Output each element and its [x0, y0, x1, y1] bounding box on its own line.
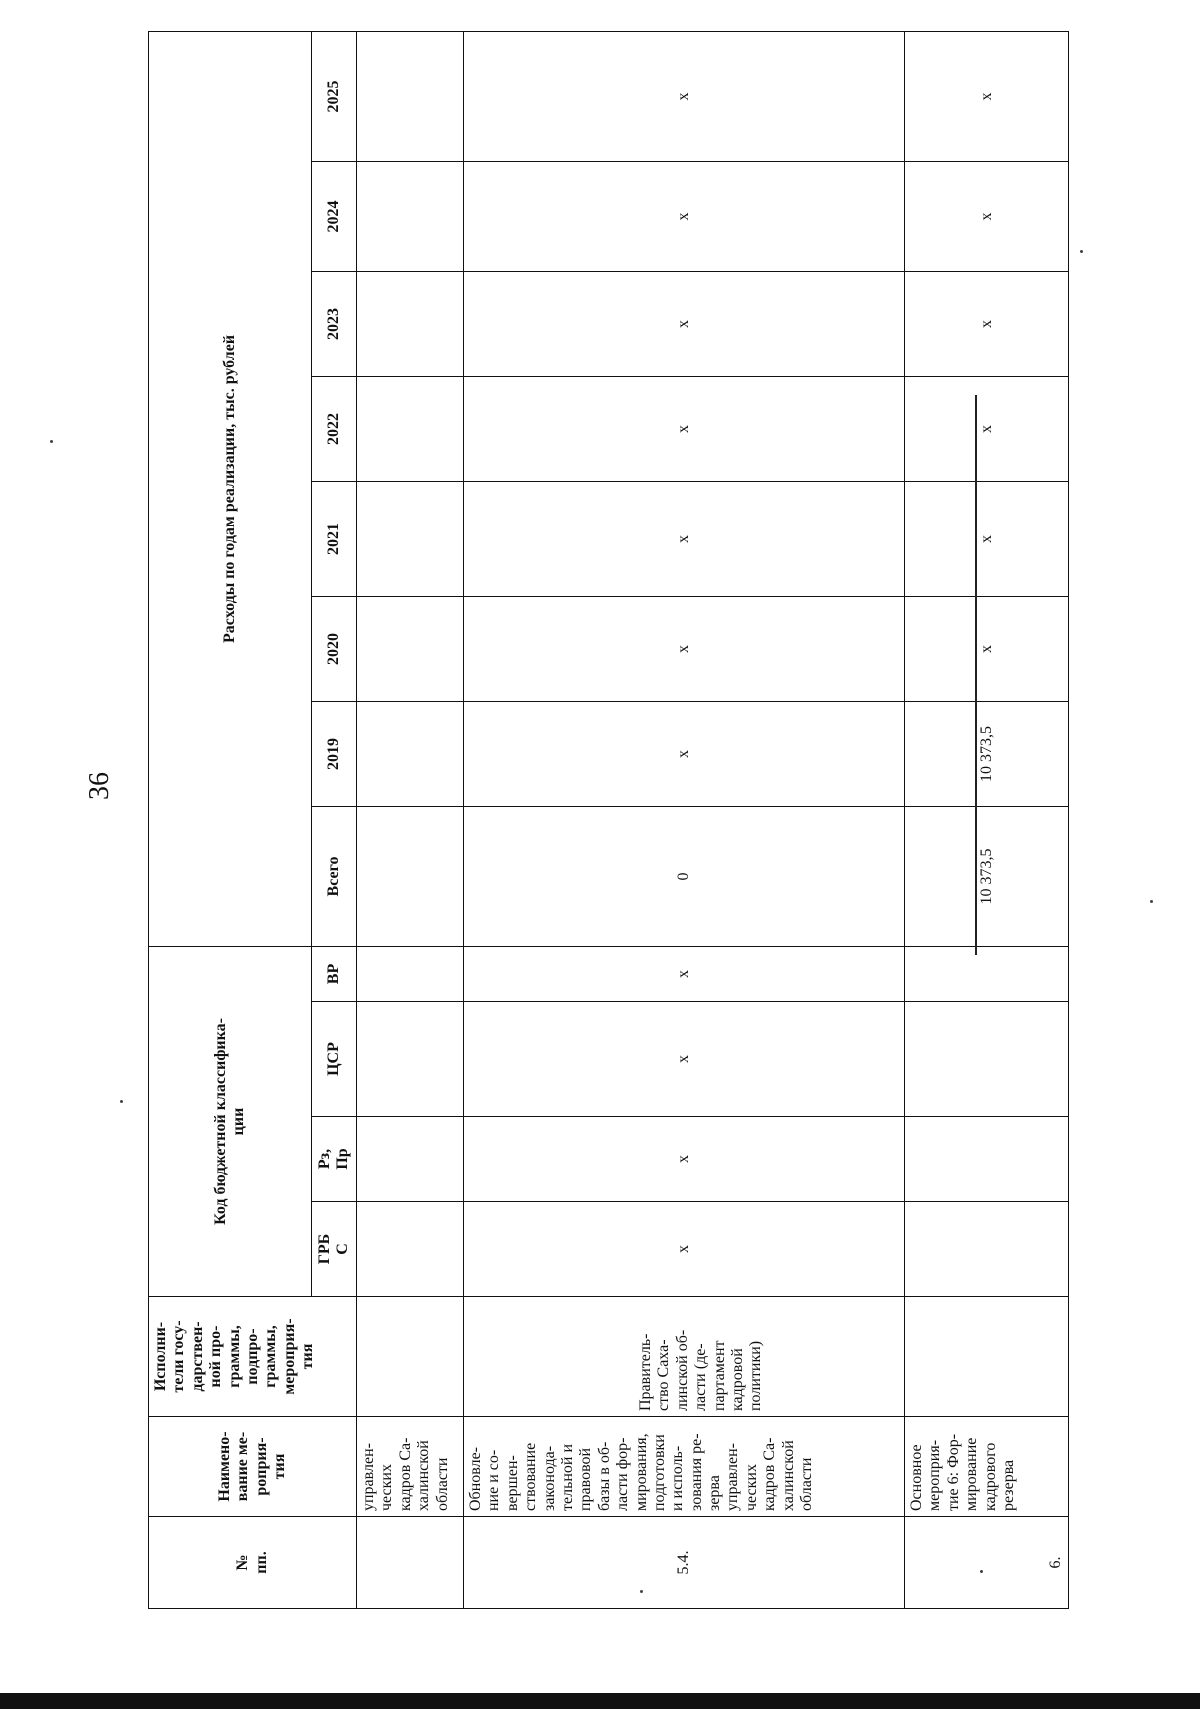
row-executor: Правитель- ство Саха- линской об- ласти (де- партамент кадровой политики): [637, 1329, 765, 1411]
row-rz-pr: [357, 1117, 464, 1202]
row-value-2025: х: [905, 31, 1069, 161]
budget-table: [148, 31, 1069, 1609]
row-name: Основное мероприя- тие 6: Фор- мирование кадрового резерва: [905, 1417, 1069, 1517]
row-executor: [905, 1297, 1069, 1417]
row-value-2025: х: [464, 31, 905, 161]
scan-speck: [640, 1590, 643, 1593]
row-value-2023: х: [905, 271, 1069, 376]
page-number: 36: [84, 772, 115, 800]
header-num: № пп.: [149, 1517, 357, 1609]
row-grbs: [905, 1202, 1069, 1297]
header-budget-code: Код бюджетной классифика- ции: [149, 946, 312, 1296]
row-value-2022: х: [905, 376, 1069, 481]
row-value-2022: [357, 376, 464, 481]
header-executors: Исполни- тели госу- дарствен- ной про- граммы, подпро- граммы, мероприя- тия: [149, 1297, 357, 1417]
header-year-2023: 2023: [312, 271, 357, 376]
header-year-2024: 2024: [312, 161, 357, 271]
row-grbs: [357, 1202, 464, 1297]
row-rz-pr: [905, 1117, 1069, 1202]
header-year-total: Всего: [312, 806, 357, 946]
row-executor: [357, 1297, 464, 1417]
rotated-table-container: [148, 32, 1068, 1609]
header-grbs: ГРБ С: [312, 1202, 357, 1297]
header-name: Наимено- вание ме- роприя- тия: [149, 1417, 357, 1517]
row-value-2019: х: [464, 701, 905, 806]
row-name: Обновле- ние и со- вершен- ствование законода- тельной и правовой базы в об- ласти фор- мирования, подготовки и исполь- зования ре- зерва управлен- ческих кадров Са- халинской области: [464, 1417, 905, 1517]
row-name: управлен- ческих кадров Са- халинской области: [357, 1417, 464, 1517]
row-value-2020: х: [464, 596, 905, 701]
row-value-2020: х: [905, 596, 1069, 701]
header-csr: ЦСР: [312, 1002, 357, 1117]
table-row: [464, 31, 905, 1608]
scan-speck: [50, 440, 53, 443]
row-value-2025: [357, 31, 464, 161]
row-value-2024: [357, 161, 464, 271]
row-grbs: х: [464, 1202, 905, 1297]
row-value-2022: х: [464, 376, 905, 481]
row-num: 5.4.: [464, 1517, 905, 1609]
row-value-2021: х: [905, 481, 1069, 596]
table-row: [905, 31, 1069, 1608]
scan-speck: [1080, 250, 1083, 253]
row-value-2024: х: [464, 161, 905, 271]
row-executor-cell: [464, 1297, 905, 1417]
scan-speck: [980, 1570, 983, 1573]
row-num: 6.: [905, 1517, 1069, 1609]
row-value-total: 0: [464, 806, 905, 946]
row-value-2023: х: [464, 271, 905, 376]
row-value-2024: х: [905, 161, 1069, 271]
row-value-2020: [357, 596, 464, 701]
row-value-2019: 10 373,5: [905, 701, 1069, 806]
row-value-2021: х: [464, 481, 905, 596]
header-year-2025: 2025: [312, 31, 357, 161]
table-row: [357, 31, 464, 1608]
scan-speck: [120, 1100, 123, 1103]
row-csr: х: [464, 1002, 905, 1117]
header-year-2019: 2019: [312, 701, 357, 806]
scan-speck: [1150, 900, 1153, 903]
row-value-total: [357, 806, 464, 946]
row-csr: [357, 1002, 464, 1117]
row-num: [357, 1517, 464, 1609]
row-rz-pr: х: [464, 1117, 905, 1202]
row-value-total: 10 373,5: [905, 806, 1069, 946]
scan-bottom-edge: [0, 1693, 1200, 1709]
row-vr: [357, 946, 464, 1001]
row-vr: [905, 946, 1069, 1001]
row-value-2019: [357, 701, 464, 806]
scan-artifact-line: [975, 395, 977, 955]
row-value-2021: [357, 481, 464, 596]
row-csr: [905, 1002, 1069, 1117]
header-year-2020: 2020: [312, 596, 357, 701]
header-rz-pr: Рз, Пр: [312, 1117, 357, 1202]
header-expenses: Расходы по годам реализации, тыс. рублей: [149, 31, 312, 946]
header-year-2021: 2021: [312, 481, 357, 596]
row-value-2023: [357, 271, 464, 376]
header-vr: ВР: [312, 946, 357, 1001]
row-vr: х: [464, 946, 905, 1001]
header-year-2022: 2022: [312, 376, 357, 481]
